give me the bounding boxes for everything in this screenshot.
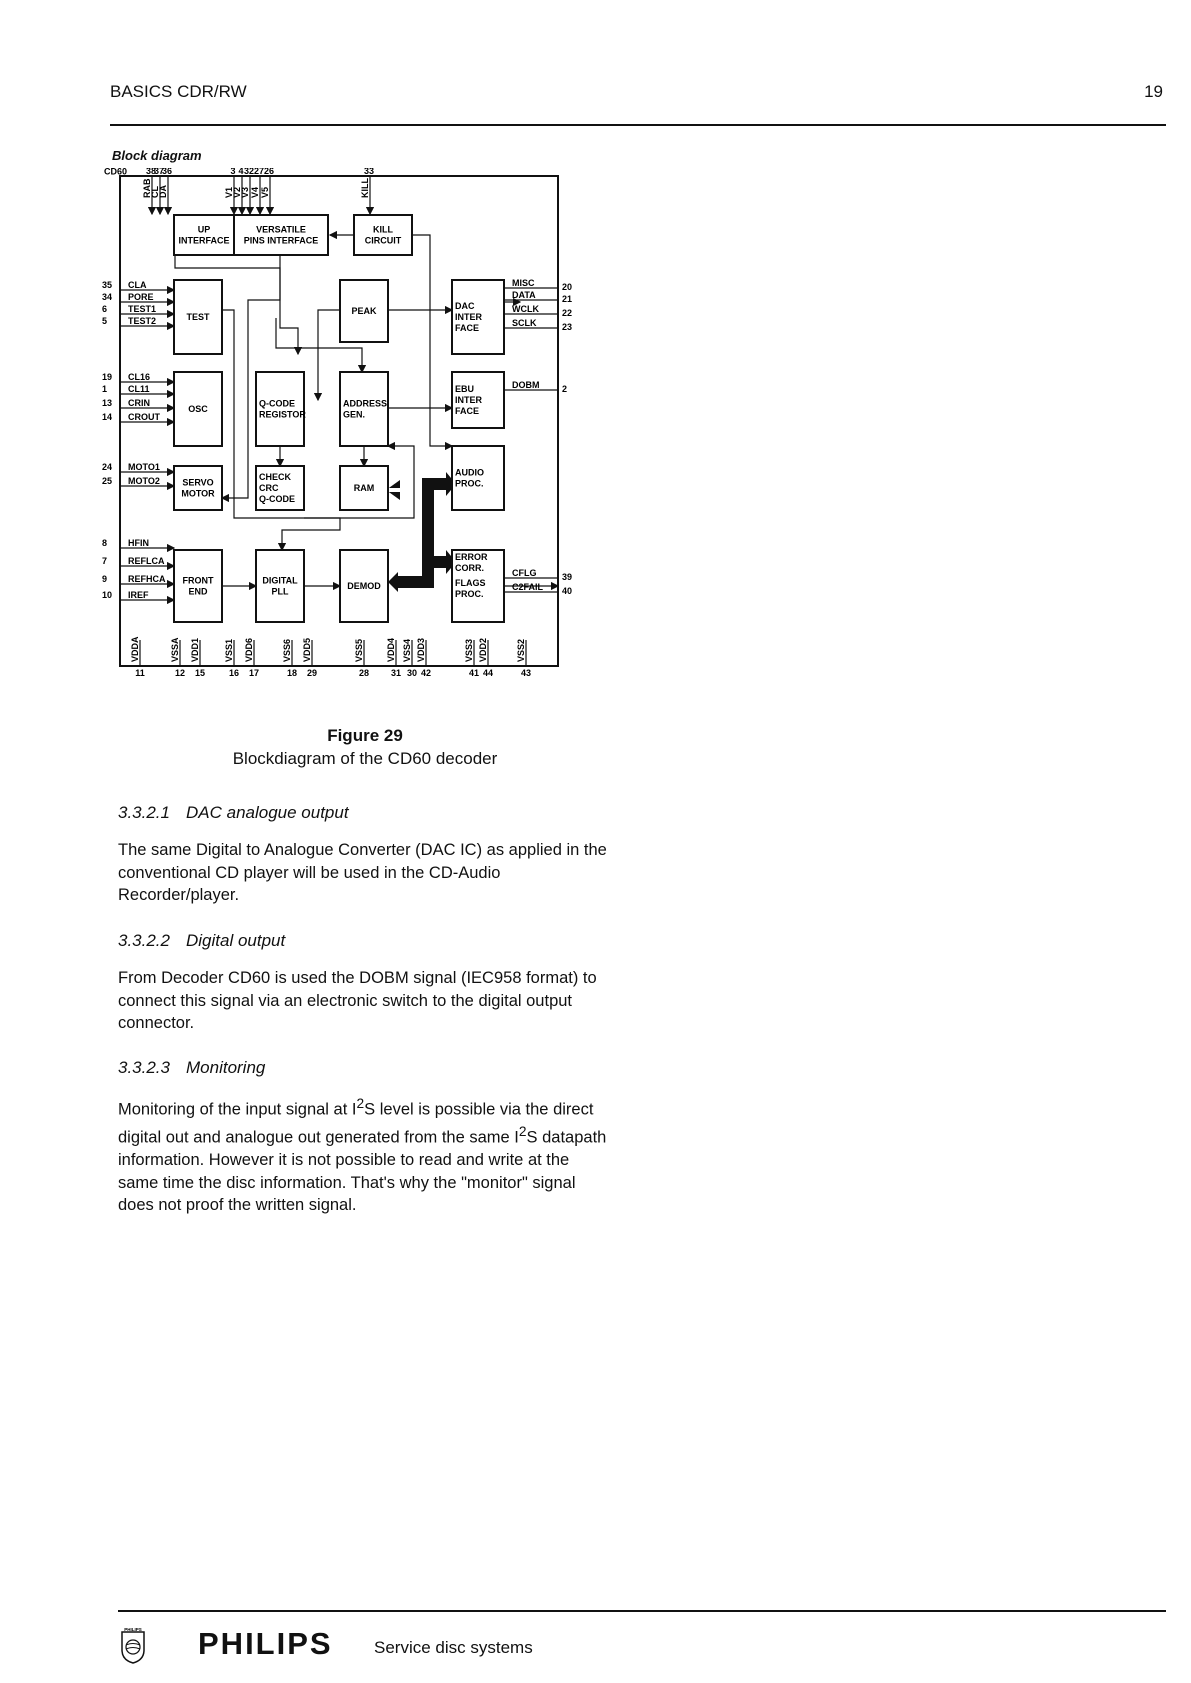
diagram-heading: Block diagram	[112, 148, 202, 163]
pin-number: 2	[562, 384, 568, 394]
block-label: MOTOR	[181, 488, 215, 499]
pin-name: VSS5	[354, 638, 364, 662]
pin-name: IREF	[128, 590, 149, 600]
section-paragraph-digital: From Decoder CD60 is used the DOBM signal (IEC958 format) to connect this signal via an electronic switch to the digital output connector.	[118, 969, 597, 1032]
pin-number: 37	[153, 168, 165, 176]
pin-name: DOBM	[512, 380, 540, 390]
pin-pore	[102, 292, 174, 302]
pin-name: V1	[224, 186, 234, 198]
block-ram	[340, 466, 388, 510]
pin-moto1	[102, 462, 174, 472]
pin-name: WCLK	[512, 304, 539, 314]
pin-number: 18	[286, 668, 298, 678]
pin-name: DA	[158, 185, 168, 198]
block-label: FACE	[455, 406, 480, 416]
section-paragraph-monitoring	[118, 1093, 608, 1217]
pin-kill	[360, 168, 374, 214]
pin-vdd1	[190, 638, 205, 678]
block-peak	[340, 280, 388, 342]
pin-name: CL11	[128, 384, 150, 394]
pin-number: 5	[102, 316, 108, 326]
pin-number: 16	[228, 668, 240, 678]
block-label: INTERFACE	[178, 235, 230, 246]
pin-vss3	[464, 639, 479, 678]
block-label: CHECK	[259, 472, 292, 482]
pin-name: TEST1	[128, 304, 157, 314]
pin-number: 28	[358, 668, 370, 678]
pin-vss5	[354, 639, 369, 678]
block-versatile	[234, 215, 328, 255]
pin-name: RAB	[142, 178, 152, 198]
pin-number: 43	[520, 668, 532, 678]
pin-name: VDD6	[244, 637, 254, 662]
pin-name: KILL	[360, 178, 370, 198]
pin-name: V3	[240, 186, 250, 198]
block-label: Q-CODE	[259, 398, 295, 409]
pin-sclk	[504, 318, 572, 332]
pin-name: VDD2	[478, 637, 488, 662]
pin-number: 21	[562, 294, 573, 304]
section-number: 3.3.2.3	[118, 1058, 170, 1077]
pin-number: 15	[194, 668, 206, 678]
pin-name: VSS2	[516, 638, 526, 662]
pin-name: CL	[150, 186, 160, 198]
block-label: ADDRESS	[343, 398, 388, 409]
pin-number: 17	[248, 668, 260, 678]
pin-number: 33	[363, 168, 375, 176]
philips-shield-icon	[120, 1626, 146, 1664]
pin-crin	[102, 398, 174, 408]
header-title: BASICS CDR/RW	[110, 82, 247, 101]
pin-cl16	[102, 372, 174, 382]
text-run: Monitoring of the input signal at I	[118, 1100, 357, 1119]
pin-vdd2	[478, 638, 493, 678]
block-qcode	[256, 372, 306, 446]
block-label: PLL	[271, 586, 289, 597]
pin-vssa	[170, 637, 185, 678]
cd60-block-diagram	[100, 168, 620, 728]
superscript: 2	[356, 1096, 365, 1111]
pin-number: 26	[263, 168, 275, 176]
block-label: AUDIO	[455, 467, 484, 478]
block-label: CIRCUIT	[364, 235, 402, 246]
pin-name: VDD3	[416, 637, 426, 662]
block-osc	[174, 372, 222, 446]
pin-number: 24	[102, 462, 113, 472]
block-label: KILL	[373, 224, 393, 235]
pin-number: 8	[102, 538, 108, 548]
block-label: PROC.	[455, 478, 484, 489]
chip-label: CD60	[104, 168, 128, 177]
section-heading-monitoring	[118, 1058, 265, 1078]
block-label: Q-CODE	[259, 494, 295, 504]
section-title: DAC analogue output	[186, 803, 349, 822]
pin-vdda	[130, 636, 145, 678]
pin-name: VDDA	[130, 636, 140, 662]
section-number: 3.3.2.1	[118, 803, 170, 822]
pin-c2fail	[504, 582, 572, 596]
pin-number: 30	[406, 668, 418, 678]
pin-number: 19	[102, 372, 113, 382]
pin-number: 39	[562, 572, 573, 582]
block-label: FACE	[455, 323, 480, 333]
superscript: 2	[518, 1124, 527, 1139]
block-up-interface	[174, 215, 234, 255]
block-kill	[354, 215, 412, 255]
pin-cla	[102, 280, 174, 290]
pin-number: 31	[390, 668, 402, 678]
pin-number: 7	[102, 556, 108, 566]
block-label: CORR.	[455, 563, 484, 573]
pin-test1	[102, 304, 174, 314]
text-run: S datapath information. However it is not possible to read and write at the same time the disc information. That's why the "monitor" signal does not proof the written signal.	[118, 1128, 607, 1214]
pin-number: 6	[102, 304, 108, 314]
pin-number: 40	[562, 586, 573, 596]
block-label: EBU	[455, 384, 475, 394]
figure-number: Figure 29	[327, 726, 403, 745]
section-title: Monitoring	[186, 1058, 266, 1077]
block-label: PEAK	[351, 306, 377, 316]
pin-name: VDD1	[190, 637, 200, 662]
pin-number: 34	[102, 292, 113, 302]
block-label: DEMOD	[347, 581, 381, 591]
pin-wclk	[504, 304, 572, 318]
pin-name: DATA	[512, 290, 536, 300]
block-audio	[452, 446, 504, 510]
section-title: Digital output	[186, 931, 286, 950]
pin-name: SCLK	[512, 318, 537, 328]
pin-number: 14	[102, 412, 113, 422]
pin-name: VSSA	[170, 637, 180, 662]
text-run: S level is possible via the direct digital out and analogue out generated from the same I	[118, 1100, 594, 1147]
block-label: CRC	[259, 483, 279, 493]
footer-divider	[118, 1610, 1166, 1612]
pin-name: C2FAIL	[512, 582, 544, 592]
block-label: UP	[197, 224, 211, 235]
footer-brand: PHILIPS	[198, 1626, 333, 1661]
pin-number: 25	[102, 476, 113, 486]
pin-number: 41	[468, 668, 480, 678]
block-digital-pll	[256, 550, 304, 622]
pin-name: CRIN	[128, 398, 150, 408]
block-servo	[174, 466, 222, 510]
block-label: TEST	[186, 312, 210, 322]
pin-vdd6	[244, 638, 259, 678]
block-label: VERSATILE	[256, 224, 306, 235]
block-flags-proc	[455, 578, 486, 599]
pin-vdd3	[416, 638, 431, 678]
emblem-label: PHILIPS	[124, 1627, 142, 1632]
pin-iref	[102, 590, 174, 600]
pin-cflg	[504, 568, 572, 582]
pin-number: 23	[562, 322, 573, 332]
pin-number: 29	[306, 668, 318, 678]
pin-number: 32	[243, 168, 255, 176]
block-label: SERVO	[182, 477, 214, 488]
pin-name: PORE	[128, 292, 154, 302]
pin-vss4	[402, 639, 417, 678]
pin-number: 10	[102, 590, 113, 600]
pin-name: V5	[260, 186, 270, 198]
block-label: PROC.	[455, 589, 484, 599]
pin-name: V2	[232, 186, 242, 198]
block-label: PINS INTERFACE	[243, 235, 319, 246]
pin-name: VSS1	[224, 638, 234, 662]
pin-name: VSS4	[402, 638, 412, 662]
section-number: 3.3.2.2	[118, 931, 170, 950]
pin-moto2	[102, 476, 174, 486]
pin-number: 12	[174, 668, 186, 678]
pin-name: VSS3	[464, 638, 474, 662]
block-label: END	[188, 586, 208, 597]
pin-number: 36	[161, 168, 173, 176]
pin-number: 4	[238, 168, 244, 176]
pin-vdd5	[302, 638, 317, 678]
pin-vss1	[224, 639, 239, 678]
pin-name: TEST2	[128, 316, 157, 326]
pin-number: 20	[562, 282, 573, 292]
pin-number: 38	[145, 168, 157, 176]
pin-name: MOTO1	[128, 462, 160, 472]
block-label: FRONT	[182, 575, 214, 586]
diagram-data-buses	[386, 472, 456, 592]
block-check	[256, 466, 304, 510]
pin-refhca	[102, 574, 174, 584]
block-address	[340, 372, 388, 446]
block-label: FLAGS	[455, 578, 486, 588]
section-heading-dac	[118, 803, 349, 823]
pin-crout	[102, 412, 174, 422]
pin-vdd4	[386, 638, 401, 678]
pin-number: 27	[253, 168, 265, 176]
pin-name: MISC	[512, 278, 535, 288]
diagram-blocks	[174, 215, 504, 622]
pin-number: 35	[102, 280, 113, 290]
block-label: ERROR	[455, 552, 488, 562]
pin-number: 42	[420, 668, 432, 678]
pin-name: CL16	[128, 372, 151, 382]
pin-number: 9	[102, 574, 108, 584]
block-dac-interface	[452, 280, 504, 354]
pin-number: 22	[562, 308, 573, 318]
pin-hfin	[102, 538, 174, 548]
pin-number: 44	[482, 668, 494, 678]
block-front-end	[174, 550, 222, 622]
header-divider	[110, 124, 1166, 126]
block-test	[174, 280, 222, 354]
block-label: INTER	[455, 312, 482, 322]
page-number: 19	[1144, 82, 1163, 101]
pin-name: HFIN	[128, 538, 149, 548]
pin-number: 3	[230, 168, 236, 176]
pin-name: CROUT	[128, 412, 160, 422]
figure-caption: Blockdiagram of the CD60 decoder	[232, 749, 498, 768]
section-paragraph-dac: The same Digital to Analogue Converter (DAC IC) as applied in the conventional CD player will be used in the CD-Audio Recorder/player.	[118, 841, 607, 904]
pin-vss6	[282, 639, 297, 678]
block-label: RAM	[353, 483, 375, 493]
block-ebu	[452, 372, 504, 428]
pin-test2	[102, 316, 174, 326]
pin-name: VDD4	[386, 637, 396, 662]
block-demod	[340, 550, 388, 622]
pin-name: VDD5	[302, 637, 312, 662]
block-label: OSC	[188, 404, 208, 414]
pin-cl11	[102, 384, 174, 394]
pin-number: 13	[102, 398, 113, 408]
pin-number: 1	[102, 384, 108, 394]
pin-name: VSS6	[282, 638, 292, 662]
pin-name: CFLG	[512, 568, 537, 578]
block-label: DIGITAL	[262, 575, 298, 586]
pin-name: CLA	[128, 280, 147, 290]
block-label: INTER	[455, 395, 482, 405]
pin-name: REFHCA	[128, 574, 166, 584]
section-heading-digital	[118, 931, 285, 951]
pin-name: REFLCA	[128, 556, 165, 566]
block-label: REGISTOR	[259, 409, 306, 420]
footer-tagline: Service disc systems	[374, 1638, 533, 1657]
block-label: DAC	[455, 301, 475, 311]
pin-reflca	[102, 556, 174, 566]
block-label: GEN.	[343, 409, 366, 420]
pin-name: V4	[250, 186, 260, 198]
pin-vss2	[516, 639, 531, 678]
pin-name: MOTO2	[128, 476, 160, 486]
pin-number: 11	[135, 668, 145, 678]
